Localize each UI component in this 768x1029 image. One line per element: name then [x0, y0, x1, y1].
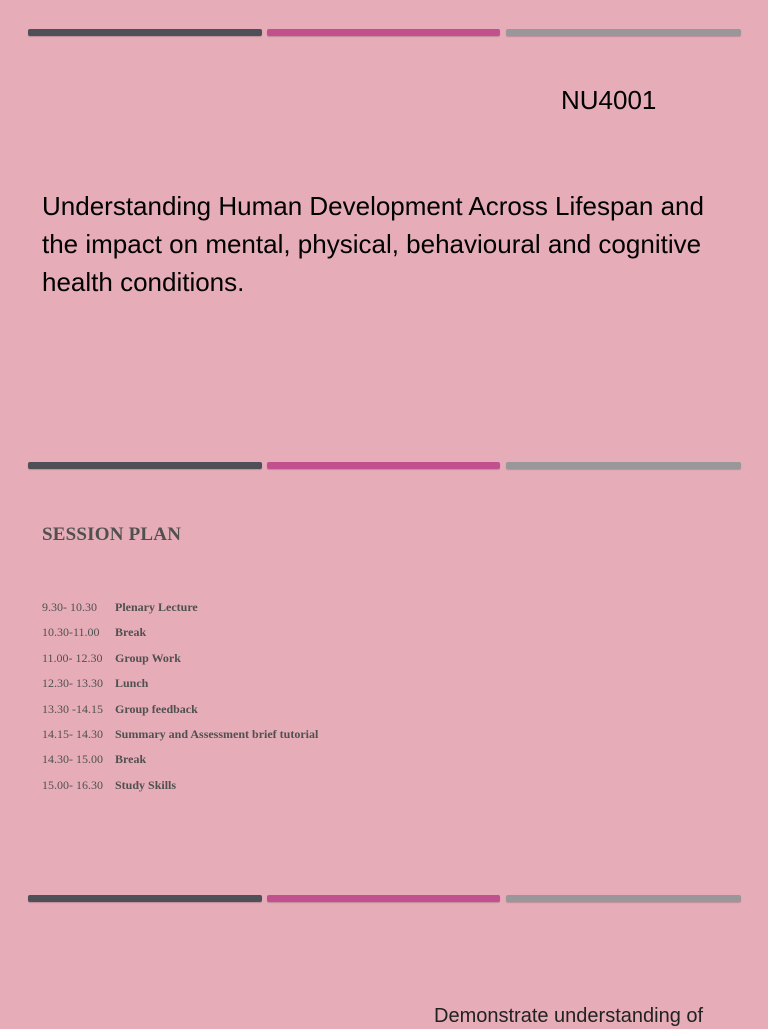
bar-segment-pink [267, 895, 500, 902]
schedule-time: 14.15- 14.30 [42, 726, 103, 741]
schedule-time: 13.30 -14.15 [42, 701, 103, 716]
bar-segment-dark [28, 29, 262, 36]
schedule-activity: Plenary Lecture [115, 600, 198, 614]
schedule-activity: Break [115, 625, 147, 640]
schedule-time: 12.30- 13.30 [42, 676, 103, 691]
slide-3-text: Demonstrate understanding of [434, 1005, 704, 1027]
slide-2-top-bar [28, 462, 741, 470]
schedule-row [42, 674, 318, 699]
schedule-activity: Lunch [115, 676, 149, 691]
schedule-time: 15.00- 16.30 [42, 777, 103, 792]
schedule-activity: Group Work [115, 650, 181, 665]
schedule-activity: Study Skills [115, 777, 177, 792]
slide-title: Understanding Human Development Across Lifespan and the impact on mental, physical, behavioural and cognitive health conditions. [42, 191, 704, 297]
slide-1-top-bar [28, 29, 741, 37]
bar-segment-dark [28, 895, 262, 902]
schedule-activity: Break [115, 752, 147, 767]
schedule-time: 10.30-11.00 [42, 625, 100, 640]
schedule-row [42, 623, 318, 648]
bar-segment-dark [28, 462, 262, 469]
schedule-time: 9.30- 10.30 [42, 600, 97, 614]
bar-segment-pink [267, 29, 500, 36]
course-code: NU4001 [561, 85, 657, 115]
schedule-time: 11.00- 12.30 [42, 650, 103, 665]
bar-segment-pink [267, 462, 500, 469]
schedule-row [42, 649, 318, 674]
session-schedule [42, 598, 318, 801]
schedule-row [42, 750, 318, 775]
schedule-row [42, 598, 318, 623]
schedule-activity: Summary and Assessment brief tutorial [115, 726, 319, 741]
bar-segment-grey [506, 895, 741, 902]
bar-segment-grey [506, 462, 741, 469]
schedule-row [42, 725, 318, 750]
schedule-time: 14.30- 15.00 [42, 752, 103, 767]
session-plan-heading: SESSION PLAN [42, 524, 182, 545]
schedule-row [42, 700, 318, 725]
schedule-row [42, 776, 318, 801]
schedule-activity: Group feedback [115, 701, 198, 716]
slide-3-top-bar [28, 895, 741, 903]
bar-segment-grey [506, 29, 741, 36]
